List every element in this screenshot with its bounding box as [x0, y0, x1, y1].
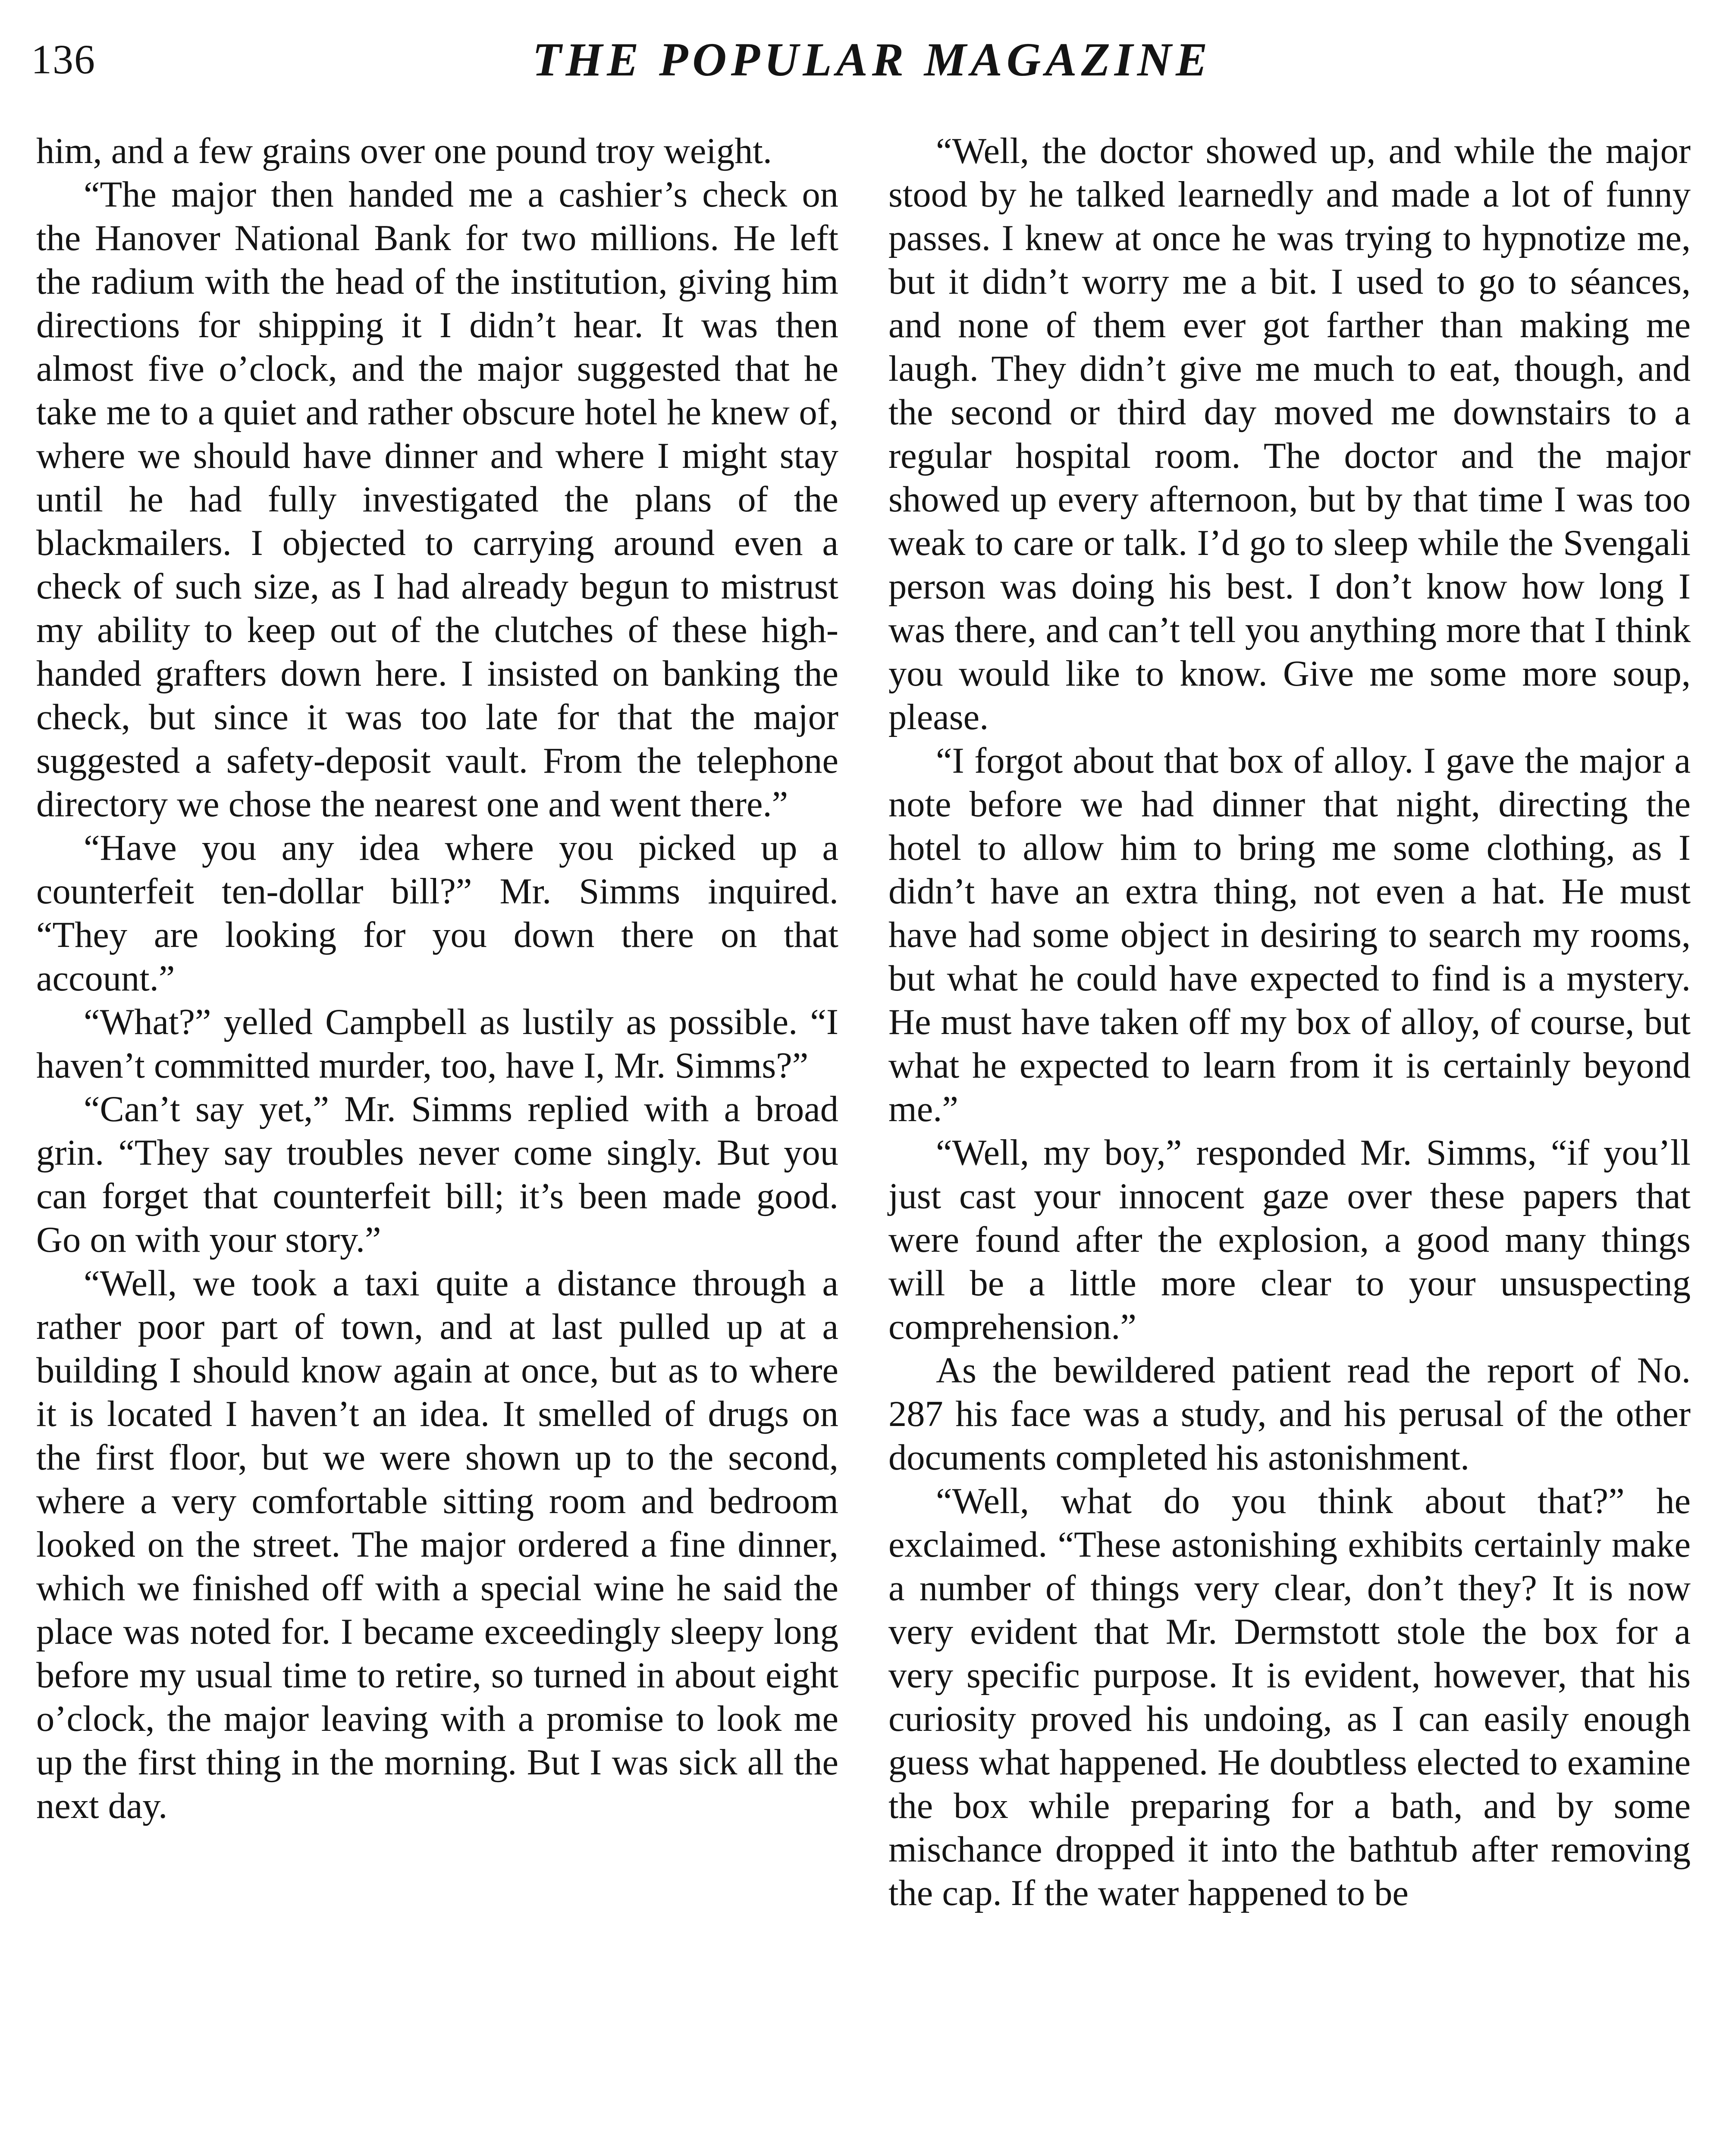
page-number: 136	[31, 36, 96, 82]
paragraph: “Well, what do you think about that?” he exclaimed. “These astonishing exhibits certainly make a number of things very clear, don’t they? It is now very evident that Mr. Dermstott stole the box for a very specific purpose. It is evident, however, that his curiosity proved his undoing, as I can easily enough guess what happened. He doubtless elected to examine the box while preparing for a bath, and by some mischance dropped it into the bathtub after removing the cap. If the water happened to be	[888, 1481, 1691, 1913]
paragraph: “What?” yelled Campbell as lustily as possible. “I haven’t committed murder, too, have I, Mr. Simms?”	[36, 1002, 838, 1086]
right-column	[888, 129, 1691, 1915]
paragraph: “Well, we took a taxi quite a distance through a rather poor part of town, and at last pulled up at a building I should know again at once, but as to where it is located I haven’t an idea. It smelled of drugs on the first floor, but we were shown up to the second, where a very comfortable sitting room and bedroom looked on the street. The major ordered a fine dinner, which we finished off with a special wine he said the place was noted for. I became exceedingly sleepy long before my usual time to retire, so turned in about eight o’clock, the major leaving with a promise to look me up the first thing in the morning. But I was sick all the next day.	[36, 1263, 838, 1826]
paragraph: “The major then handed me a cashier’s check on the Hanover National Bank for two millions. He left the radium with the head of the institution, giving him directions for shipping it I didn’t hear. It was then almost five o’clock, and the major suggested that he take me to a quiet and rather obscure hotel he knew of, where we should have dinner and where I might stay until he had fully investigated the plans of the blackmailers. I objected to carrying around even a check of such size, as I had already begun to mistrust my ability to keep out of the clutches of these high-handed grafters down here. I insisted on banking the check, but since it was too late for that the major suggested a safety-deposit vault. From the telephone directory we chose the nearest one and went there.”	[36, 175, 838, 824]
left-column	[36, 129, 838, 1828]
paragraph: “Can’t say yet,” Mr. Simms replied with a broad grin. “They say troubles never come singly. But you can forget that counterfeit bill; it’s been made good. Go on with your story.”	[36, 1089, 838, 1260]
paragraph: “I forgot about that box of alloy. I gave the major a note before we had dinner that night, directing the hotel to allow him to bring me some clothing, as I didn’t have an extra thing, not even a hat. He must have had some object in desiring to search my rooms, but what he could have expected to find is a mystery. He must have taken off my box of alloy, of course, but what he expected to learn from it is certainly beyond me.”	[888, 741, 1691, 1129]
page-header	[31, 34, 1704, 94]
paragraph: “Well, the doctor showed up, and while the major stood by he talked learnedly and made a lot of funny passes. I knew at once he was trying to hypnotize me, but it didn’t worry me a bit. I used to go to séances, and none of them ever got farther than making me laugh. They didn’t give me much to eat, though, and the second or third day moved me downstairs to a regular hospital room. The doctor and the major showed up every afternoon, but by that time I was too weak to care or talk. I’d go to sleep while the Svengali person was doing his best. I don’t know how long I was there, and can’t tell you anything more that I think you would like to know. Give me some more soup, please.	[888, 131, 1691, 737]
running-title: THE POPULAR MAGAZINE	[532, 33, 1212, 86]
paragraph: As the bewildered patient read the report of No. 287 his face was a study, and his perusal of the other documents completed his astonishment.	[888, 1351, 1691, 1478]
paragraph: him, and a few grains over one pound troy weight.	[36, 131, 772, 171]
paragraph: “Well, my boy,” responded Mr. Simms, “if you’ll just cast your innocent gaze over these papers that were found after the explosion, a good many things will be a little more clear to your unsuspecting comprehension.”	[888, 1133, 1691, 1347]
paragraph: “Have you any idea where you picked up a counterfeit ten-dollar bill?” Mr. Simms inquired. “They are looking for you down there on that account.”	[36, 828, 838, 999]
